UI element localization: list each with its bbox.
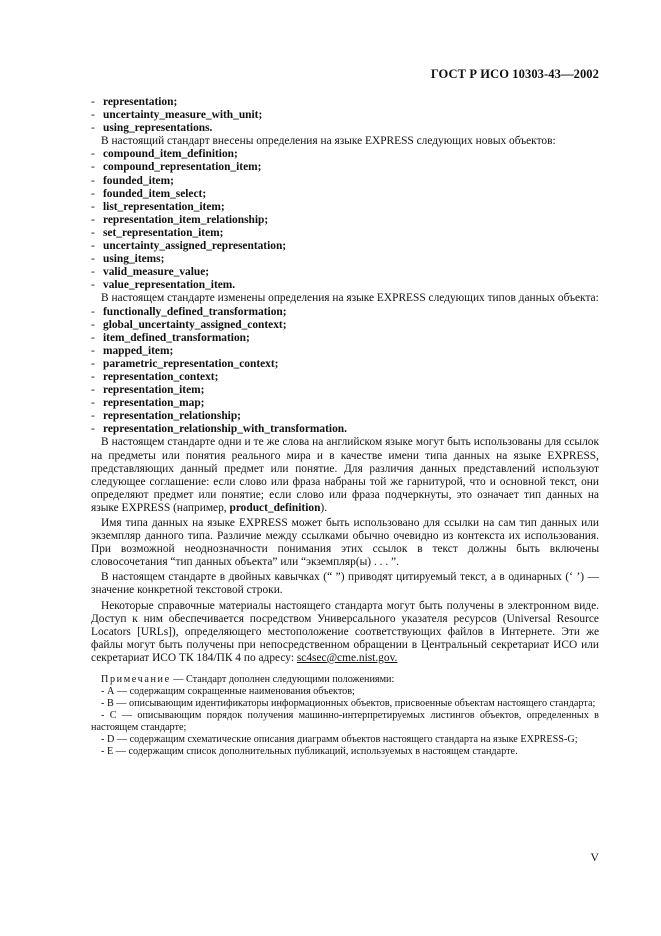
- paragraph-electronic-materials: Некоторые справочные материалы настоящего стандарта могут быть получены в электронном виде. Доступ к ним обеспечивается посредством Универсального указателя ресурсов (Universal Resource Locators [URLs]), определяющего местоположение соответствующих файлов в Интернете. Эти же файлы могут быть получены при непосредственном обращении в Центральный секретариат ИСО или секретариат ИСО ТК 184/ПК 4 по адресу: sc4sec@cme.nist.gov.: [91, 599, 599, 664]
- paragraph-quotes: В настоящем стандарте в двойных кавычках (“ ”) приводят цитируемый текст, а в одинарных (‘ ’) — значение конкретной текстовой строки.: [91, 571, 599, 597]
- list-item: - mapped_item;: [91, 344, 174, 357]
- list-item: - compound_representation_item;: [91, 161, 262, 174]
- note-label: Примечание: [101, 674, 171, 686]
- list-item: - valid_measure_value;: [91, 266, 210, 279]
- intro-changed-types: В настоящем стандарте изменены определения на языке EXPRESS следующих типов данных объекта:: [101, 292, 599, 305]
- list-item: - compound_item_definition;: [91, 148, 238, 161]
- list-new-objects: [91, 148, 599, 292]
- note-item: - Е — содержащим список дополнительных публикаций, используемых в настоящем стандарте.: [101, 746, 518, 758]
- list-item: - list_representation_item;: [91, 200, 225, 213]
- note-item: - С — описывающим порядок получения машинно-интерпретируемых листингов объектов, определенных в настоящем стандарте;: [91, 710, 599, 734]
- list-item: - representation_item_relationship;: [91, 213, 269, 226]
- list-item: - representation_item;: [91, 384, 205, 397]
- list-changed-types: [91, 306, 599, 437]
- example-type-name: product_definition: [229, 501, 321, 514]
- paragraph-type-references: Имя типа данных на языке EXPRESS может быть использовано для ссылки на сам тип данных или экземпляр данного типа. Различие между ссылками обычно очевидно из контекста их использования. При возможной неоднозначности понимания этих ссылок в текст должны быть включены словосочетания “тип данных объекта” или “экземпляр(ы) . . . ”.: [91, 517, 599, 569]
- list-item: - set_representation_item;: [91, 226, 224, 239]
- list-item: - parametric_representation_context;: [91, 357, 279, 370]
- note-block: [91, 674, 599, 758]
- page-number: V: [590, 850, 599, 864]
- email-link[interactable]: sc4sec@cme.nist.gov.: [296, 651, 398, 664]
- list-item: - founded_item_select;: [91, 187, 207, 200]
- list-item: - functionally_defined_transformation;: [91, 305, 287, 318]
- list-item: - representation_relationship_with_transformation.: [91, 423, 347, 436]
- note-item: - D — содержащим схематические описания диаграмм объектов настоящего стандарта на языке EXPRESS-G;: [101, 734, 578, 746]
- note-item: - А — содержащим сокращенные наименования объектов;: [101, 686, 355, 698]
- note-intro: Примечание — Стандарт дополнен следующими положениями:: [101, 674, 395, 686]
- note-item: - В — описывающим идентификаторы информационных объектов, присвоенные объектам настоящего стандарта;: [101, 698, 596, 710]
- list-item: - using_items;: [91, 253, 165, 266]
- paragraph-naming-convention: В настоящем стандарте одни и те же слова на английском языке могут быть использованы для ссылок на предметы или понятия реального мира и в качестве имени типа данных на языке EXPRESS, представляющих данный предмет или понятие. Для различия данных представлений используют следующее соглашение: если слово или фраза набраны той же гарнитурой, что и основной текст, они определяют предмет или понятие; если слово или фраза подчеркнуты, это означает тип данных на языке EXPRESS (например, product_definition).: [91, 436, 599, 514]
- list-item: - using_representations.: [91, 122, 213, 135]
- list-item: - founded_item;: [91, 174, 174, 187]
- list-existing-objects: [91, 96, 599, 135]
- document-header: ГОСТ Р ИСО 10303-43—2002: [430, 67, 599, 81]
- list-item: - global_uncertainty_assigned_context;: [91, 318, 287, 331]
- list-item: - value_representation_item.: [91, 279, 236, 292]
- list-item: - representation_relationship;: [91, 410, 241, 423]
- page-content: [91, 96, 599, 758]
- list-item: - item_defined_transformation;: [91, 331, 250, 344]
- list-item: - representation;: [91, 96, 178, 108]
- list-item: - representation_map;: [91, 397, 205, 410]
- intro-new-objects: В настоящий стандарт внесены определения на языке EXPRESS следующих новых объектов:: [101, 135, 556, 148]
- list-item: - representation_context;: [91, 370, 219, 383]
- list-item: - uncertainty_measure_with_unit;: [91, 109, 263, 122]
- list-item: - uncertainty_assigned_representation;: [91, 240, 287, 253]
